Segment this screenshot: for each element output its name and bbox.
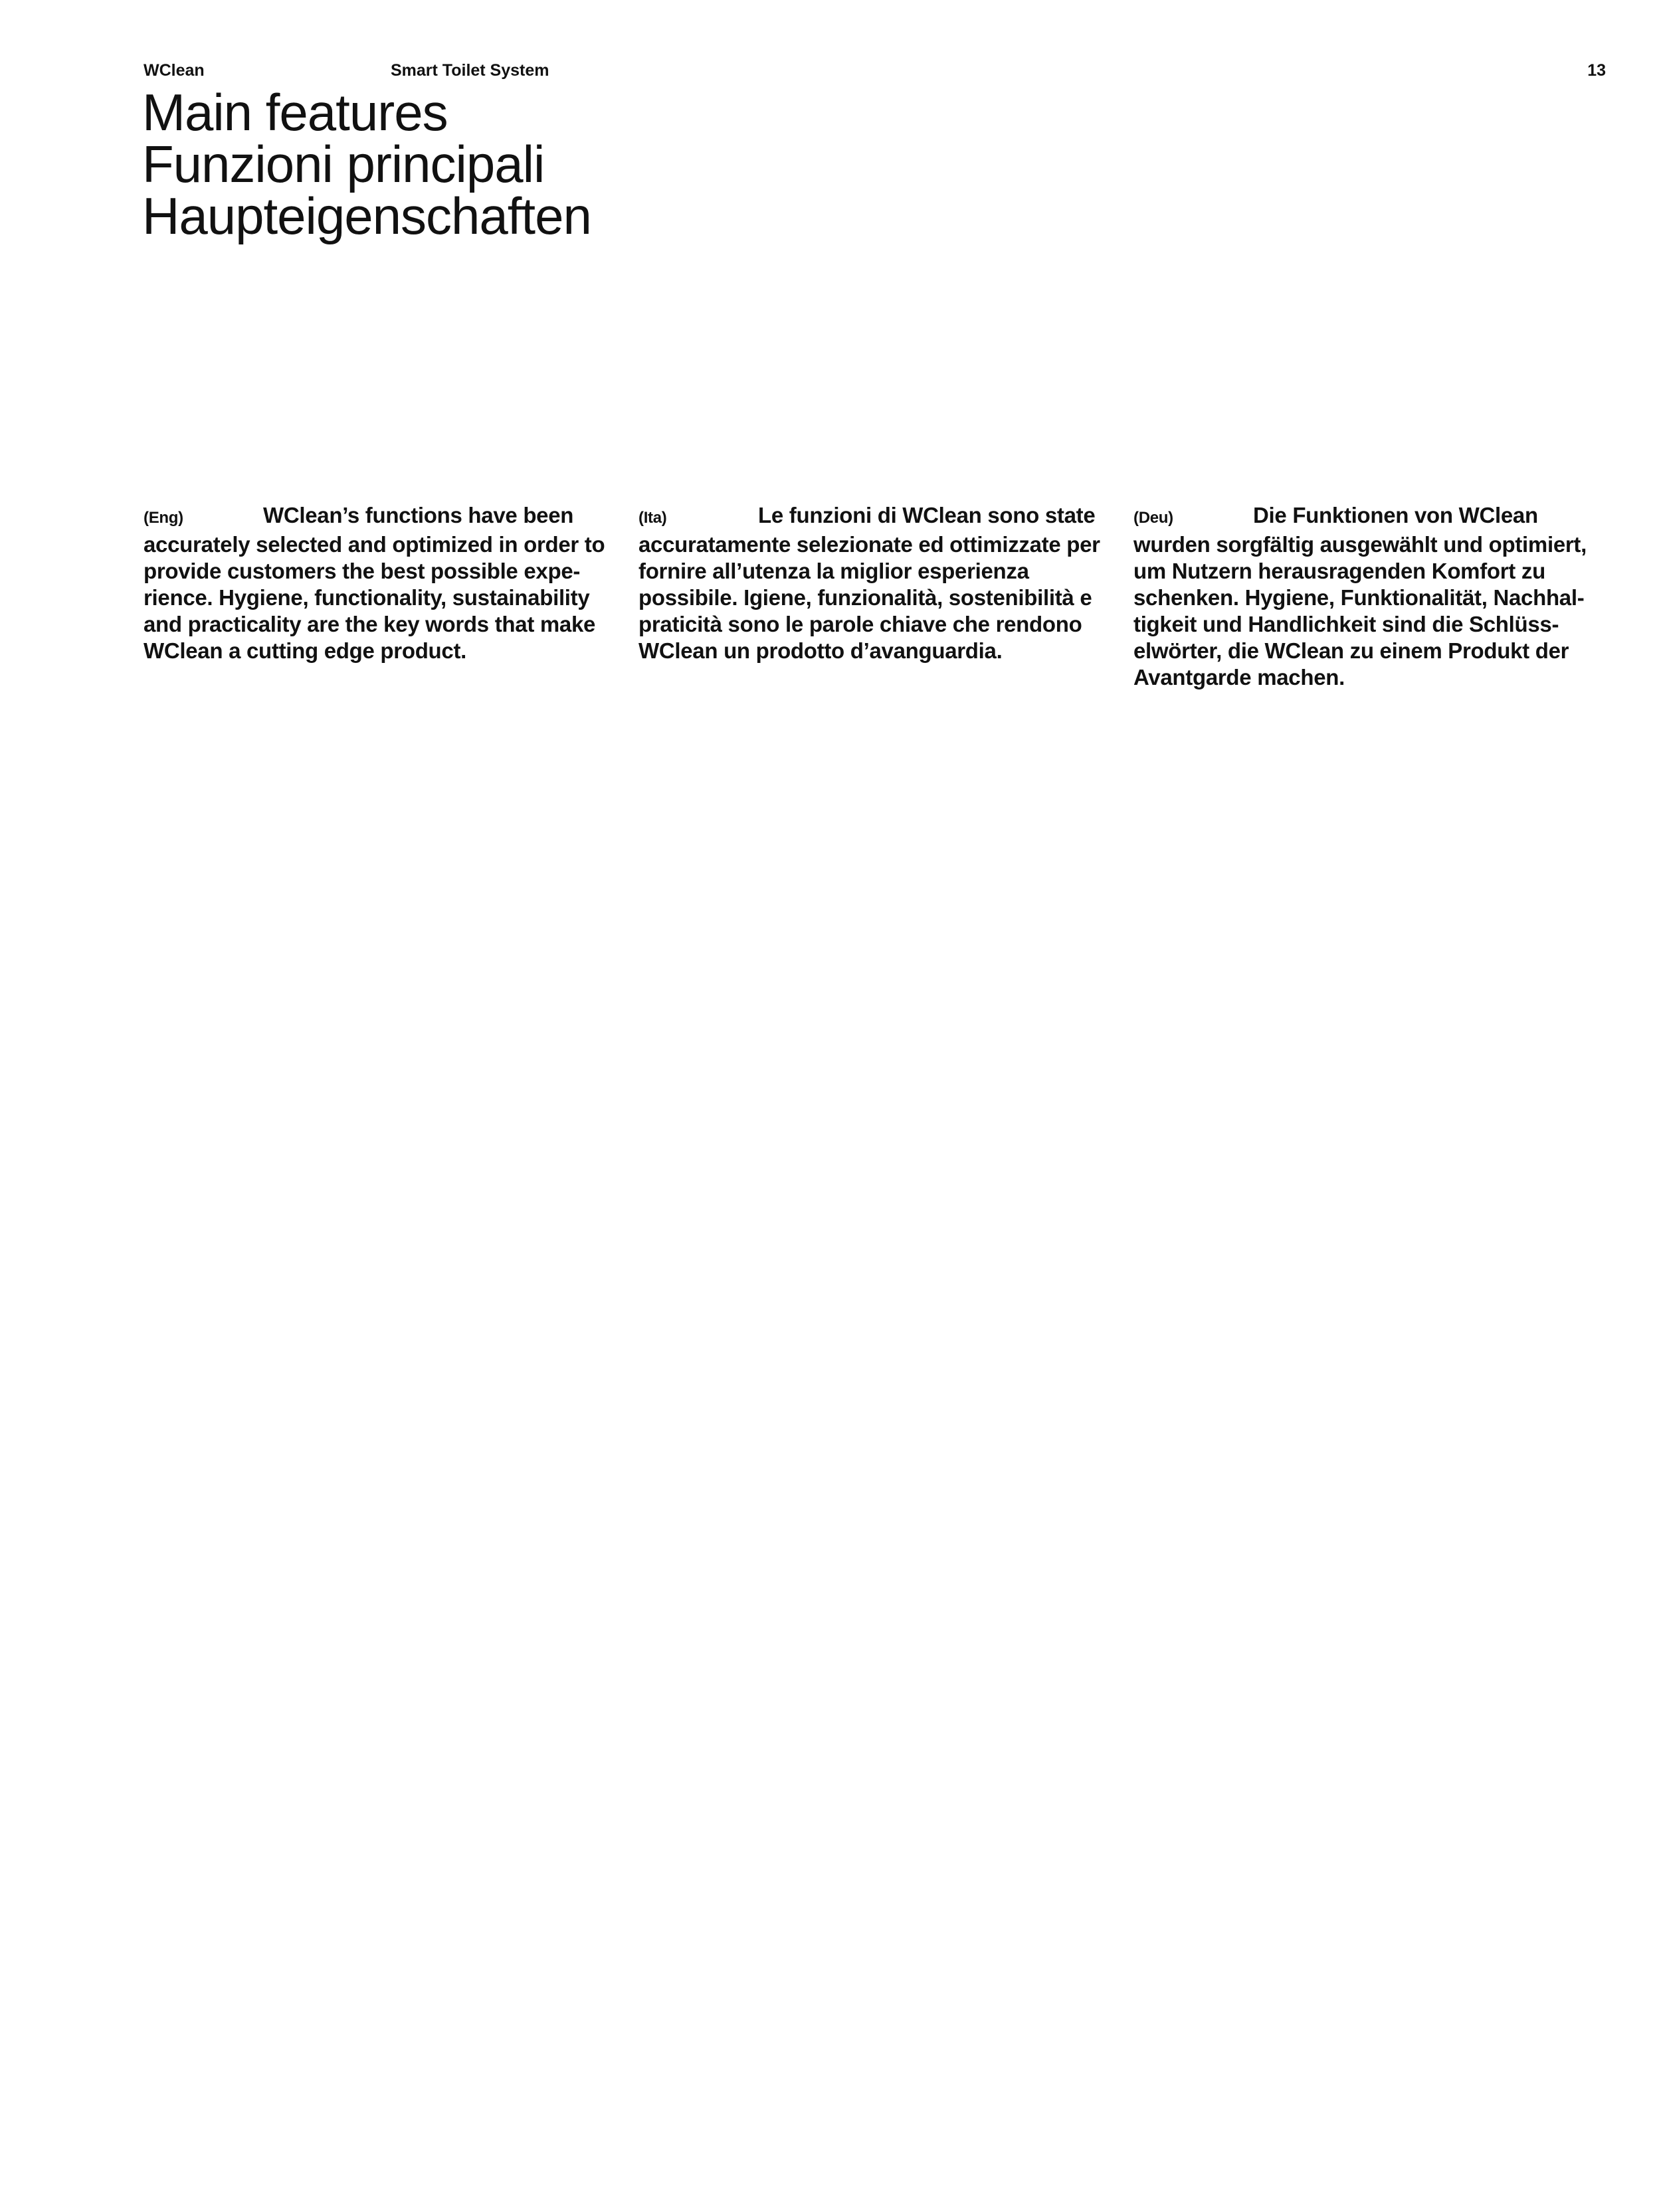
paragraph-german: Die Funktionen von WClean wurden sorgfältig ausgewählt und optimiert, um Nutzern herausragenden Komfort zu schenken. Hygiene, Funktionalität, Nachhaltigkeit und Handlichkeit sind die Schlüsselwörter, die WClean zu einem Produkt der Avantgarde machen. <box>1133 503 1587 690</box>
column-italian <box>638 502 1112 664</box>
running-head-brand: WClean <box>144 61 205 80</box>
title-german: Haupteigenschaften <box>142 187 591 245</box>
column-german <box>1133 502 1607 691</box>
paragraph-italian: Le funzioni di WClean sono state accuratamente selezionate ed ottimizzate per fornire all’utenza la miglior esperienza possibile. Igiene, funzionalità, sostenibilità e praticità sono le parole chiave che rendono WClean un prodotto d’avanguardia. <box>638 503 1100 663</box>
language-tag-ita: (Ita) <box>638 509 667 527</box>
running-head-product: Smart Toilet System <box>391 61 549 80</box>
paragraph-english: WClean’s functions have been accurately selected and optimized in order to provide customers the best possible experience. Hygiene, functionality, sustainability and practicality are the key words that make WClean a cutting edge product. <box>144 503 605 663</box>
language-columns <box>144 502 1605 715</box>
title-english: Main features <box>142 83 448 141</box>
title-italian: Funzioni principali <box>142 135 545 193</box>
column-english <box>144 502 617 664</box>
language-tag-eng: (Eng) <box>144 509 183 527</box>
page-title <box>142 83 873 245</box>
page-number: 13 <box>1587 61 1606 80</box>
language-tag-deu: (Deu) <box>1133 509 1173 527</box>
